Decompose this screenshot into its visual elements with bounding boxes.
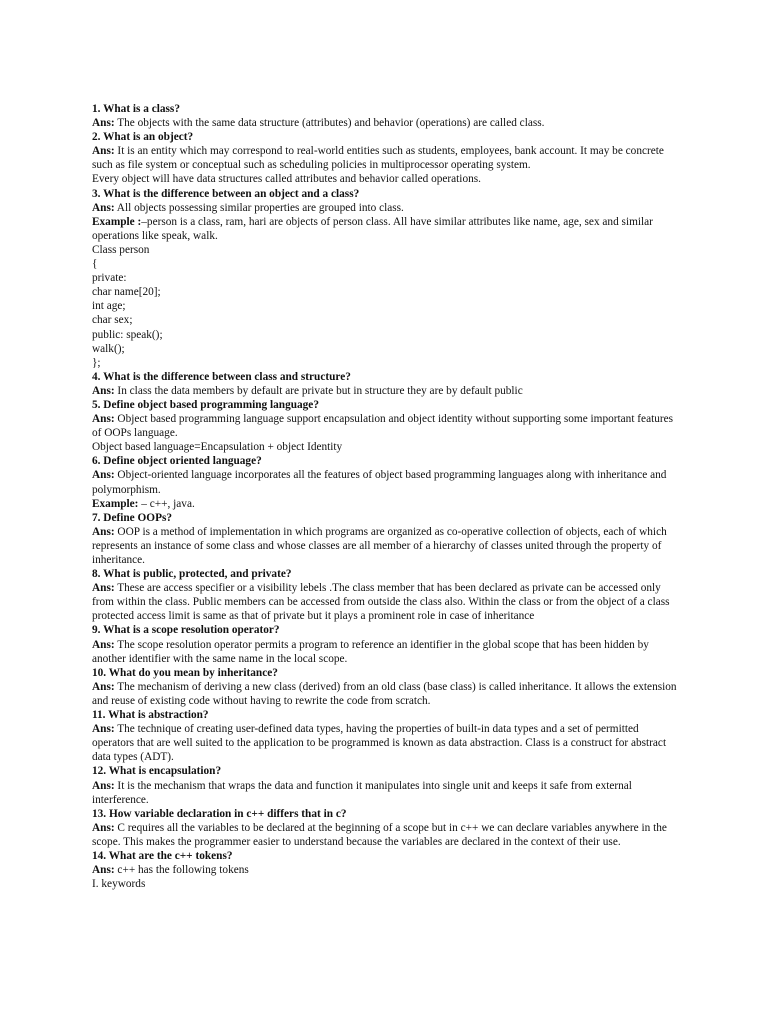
answer-text: C requires all the variables to be declared at the beginning of a scope but in c++ we can declare variables anywhere in the scope. This makes the programmer easier to understand because the variables are declared in the context of their use. — [92, 821, 667, 848]
answer-label: Ans: — [92, 525, 115, 538]
answer-paragraph — [92, 468, 682, 496]
question-heading: 8. What is public, protected, and private? — [92, 568, 292, 581]
answer-text: The scope resolution operator permits a program to reference an identifier in the global scope that has been hidden by another identifier with the same name in the local scope. — [92, 638, 649, 665]
answer-paragraph — [92, 215, 682, 243]
answer-paragraph — [92, 328, 682, 342]
answer-paragraph — [92, 144, 682, 172]
answer-text: All objects possessing similar properties are grouped into class. — [114, 201, 404, 214]
question-heading: 6. Define object oriented language? — [92, 455, 262, 468]
answer-paragraph — [92, 821, 682, 849]
document-page — [92, 102, 682, 891]
answer-text: I. keywords — [92, 878, 146, 891]
answer-text: Object based language=Encapsulation + object Identity — [92, 441, 343, 454]
answer-text: int age; — [92, 300, 126, 313]
answer-label: Ans: — [92, 723, 115, 736]
answer-paragraph — [92, 779, 682, 807]
answer-paragraph — [92, 863, 682, 877]
answer-label: Ans: — [92, 469, 115, 482]
answer-label: Ans: — [92, 145, 115, 158]
answer-paragraph — [92, 440, 682, 454]
answer-paragraph — [92, 299, 682, 313]
qa-item — [92, 511, 682, 567]
question-heading: 12. What is encapsulation? — [92, 765, 222, 778]
answer-paragraph — [92, 722, 682, 764]
answer-paragraph — [92, 116, 682, 130]
answer-text: The mechanism of deriving a new class (derived) from an old class (base class) is called inheritance. It allows the extension and reuse of existing code without having to rewrite the code from scratch. — [92, 680, 677, 707]
qa-item — [92, 807, 682, 849]
answer-text: c++ has the following tokens — [114, 864, 249, 877]
question-heading: 5. Define object based programming language? — [92, 398, 319, 411]
answer-label: Ans: — [92, 201, 115, 214]
answer-label: Example: — [92, 497, 139, 510]
qa-item — [92, 102, 682, 130]
question-heading: 13. How variable declaration in c++ differs that in c? — [92, 807, 347, 820]
answer-label: Ans: — [92, 582, 115, 595]
answer-paragraph — [92, 680, 682, 708]
answer-text: The technique of creating user-defined data types, having the properties of built-in data types and a set of permitted operators that are well suited to the application to be programmed is known as data abstraction. Class is a construct for abstract data types (ADT). — [92, 723, 667, 764]
qa-item — [92, 454, 682, 510]
answer-paragraph — [92, 356, 682, 370]
qa-item — [92, 764, 682, 806]
answer-text: OOP is a method of implementation in which programs are organized as co-operative collection of objects, each of which represents an instance of some class and whose classes are all member of a hierarchy of classes united through the property of inheritance. — [92, 525, 667, 566]
answer-text: Class person — [92, 243, 150, 256]
question-heading: 7. Define OOPs? — [92, 511, 173, 524]
qa-item — [92, 666, 682, 708]
answer-text: { — [92, 258, 98, 271]
answer-label: Ans: — [92, 384, 115, 397]
answer-text: In class the data members by default are private but in structure they are by default public — [114, 384, 523, 397]
answer-label: Ans: — [92, 680, 115, 693]
answer-text: It is an entity which may correspond to real-world entities such as students, employees, bank account. It may be concrete such as file system or conceptual such as scheduling policies in multiprocessor operating system. — [92, 145, 664, 172]
question-heading: 14. What are the c++ tokens? — [92, 849, 233, 862]
answer-paragraph — [92, 257, 682, 271]
qa-item — [92, 398, 682, 454]
answer-label: Ans: — [92, 864, 115, 877]
answer-label: Ans: — [92, 779, 115, 792]
answer-text: These are access specifier or a visibility lebels .The class member that has been declared as private can be accessed only from within the class. Public members can be accessed from outside the class also. Within the class or from the object of a class protected access limit is same as that of private but it plays a prominent role in case of inheritance — [92, 582, 670, 623]
answer-text: –person is a class, ram, hari are objects of person class. All have similar attributes like name, age, sex and similar operations like speak, walk. — [92, 215, 653, 242]
question-heading: 10. What do you mean by inheritance? — [92, 666, 278, 679]
answer-paragraph — [92, 877, 682, 891]
answer-paragraph — [92, 581, 682, 623]
answer-paragraph — [92, 384, 682, 398]
answer-label: Ans: — [92, 413, 115, 426]
question-heading: 4. What is the difference between class and structure? — [92, 370, 351, 383]
answer-paragraph — [92, 243, 682, 257]
qa-item — [92, 708, 682, 764]
answer-paragraph — [92, 525, 682, 567]
answer-text: The objects with the same data structure (attributes) and behavior (operations) are called class. — [114, 117, 545, 130]
answer-text: char name[20]; — [92, 286, 161, 299]
qa-item — [92, 130, 682, 186]
answer-paragraph — [92, 172, 682, 186]
qa-item — [92, 187, 682, 370]
qa-item — [92, 567, 682, 623]
answer-paragraph — [92, 271, 682, 285]
answer-paragraph — [92, 285, 682, 299]
answer-text: It is the mechanism that wraps the data and function it manipulates into single unit and keeps it safe from external interference. — [92, 779, 632, 806]
answer-label: Ans: — [92, 821, 115, 834]
answer-text: private: — [92, 272, 127, 285]
qa-item — [92, 623, 682, 665]
question-heading: 11. What is abstraction? — [92, 709, 209, 722]
qa-item — [92, 370, 682, 398]
answer-paragraph — [92, 313, 682, 327]
answer-label: Example : — [92, 215, 142, 228]
answer-paragraph — [92, 412, 682, 440]
answer-paragraph — [92, 342, 682, 356]
answer-text: Object-oriented language incorporates all the features of object based programming languages along with inheritance and polymorphism. — [92, 469, 667, 496]
answer-text: walk(); — [92, 342, 125, 355]
answer-paragraph — [92, 497, 682, 511]
answer-text: – c++, java. — [138, 497, 195, 510]
answer-text: char sex; — [92, 314, 133, 327]
answer-paragraph — [92, 201, 682, 215]
answer-text: Object based programming language support encapsulation and object identity without supporting some important features of OOPs language. — [92, 413, 674, 440]
qa-item — [92, 849, 682, 891]
question-heading: 1. What is a class? — [92, 103, 180, 115]
answer-label: Ans: — [92, 117, 115, 130]
answer-paragraph — [92, 638, 682, 666]
answer-text: Every object will have data structures called attributes and behavior called operations. — [92, 173, 481, 186]
answer-text: }; — [92, 356, 101, 369]
question-heading: 2. What is an object? — [92, 131, 194, 144]
question-heading: 3. What is the difference between an object and a class? — [92, 187, 360, 200]
answer-text: public: speak(); — [92, 328, 163, 341]
question-heading: 9. What is a scope resolution operator? — [92, 624, 280, 637]
answer-label: Ans: — [92, 638, 115, 651]
